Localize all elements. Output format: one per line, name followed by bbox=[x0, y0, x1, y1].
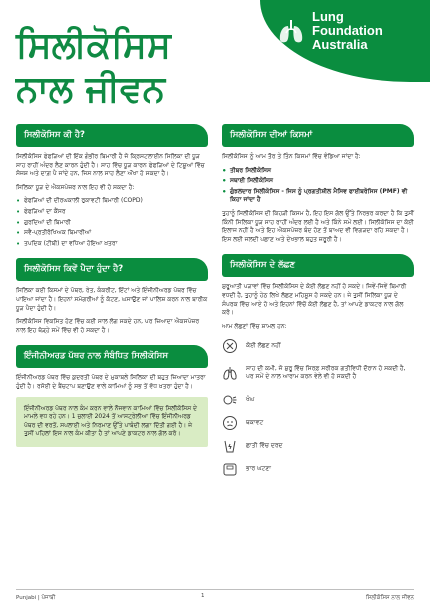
chest-pain-icon bbox=[222, 438, 238, 454]
paragraph: ਇੰਜੀਨੀਅਰਡ ਪੱਥਰ ਵਿੱਚ ਕੁਦਰਤੀ ਪੱਥਰ ਦੇ ਮੁਕਾਬਲੇ ਸਿਲਿਕਾ ਦੀ ਬਹੁਤ ਜ਼ਿਆਦਾ ਮਾਤਰਾ ਹੁੰਦੀ ਹੈ। ਰਸੋਈ ਦੇ ਬੈਂਚਟਾਪ ਬਣਾਉਣ ਵਾਲੇ ਕਾਮਿਆਂ ਨੂੰ ਸਭ ਤੋਂ ਵੱਧ ਖ਼ਤਰਾ ਹੁੰਦਾ ਹੈ। bbox=[16, 374, 206, 390]
list-item: • ਗੁੰਝਲਦਾਰ ਸਿਲੀਕੋਸਿਸ - ਜਿਸ ਨੂੰ ਪ੍ਰਗਤੀਸ਼ੀਲ ਮੈਸਿਵ ਫਾਈਬਰੋਸਿਸ (PMF) ਵੀ ਕਿਹਾ ਜਾਂਦਾ ਹੈ bbox=[222, 188, 414, 205]
symptom-label: ਕੋਈ ਲੱਛਣ ਨਹੀਂ bbox=[246, 342, 281, 350]
paragraph: ਸਿਲਿਕਾ ਧੂੜ ਦੇ ਐਕਸਪੋਜ਼ਰ ਨਾਲ ਇਹ ਵੀ ਹੋ ਸਕਦਾ ਹੈ: bbox=[16, 183, 135, 191]
no-symptoms-icon bbox=[222, 338, 238, 354]
footer-language: Punjabi | ਪੰਜਾਬੀ bbox=[16, 594, 56, 601]
section-heading: ਸਿਲੀਕੋਸਿਸ ਦੇ ਲੱਛਣ bbox=[222, 254, 414, 277]
paragraph: ਸਿਲੀਕੋਸਿਸ ਵਿਕਸਿਤ ਹੋਣ ਵਿੱਚ ਕਈ ਸਾਲ ਲੱਗ ਸਕਦੇ ਹਨ, ਪਰ ਜ਼ਿਆਦਾ ਐਕਸਪੋਜ਼ਰ ਨਾਲ ਇਹ ਥੋੜ੍ਹੇ ਸਮੇਂ ਵਿੱਚ ਵੀ ਹੋ ਸਕਦਾ ਹੈ। bbox=[16, 318, 200, 334]
section-heading: ਸਿਲੀਕੋਸਿਸ ਕਿਵੇਂ ਪੈਦਾ ਹੁੰਦਾ ਹੈ? bbox=[16, 258, 208, 281]
scale-icon bbox=[222, 461, 238, 477]
section-what-is bbox=[16, 124, 208, 248]
lung-foundation-logo bbox=[276, 10, 383, 52]
list-item: • ਫੇਫੜਿਆਂ ਦਾ ਕੈਂਸਰ bbox=[16, 208, 208, 217]
section-types bbox=[222, 124, 414, 244]
symptom-label: ਸਾਹ ਦੀ ਕਮੀ, ਜੋ ਸ਼ੁਰੂ ਵਿੱਚ ਸਿਰਫ਼ ਸਰੀਰਕ ਗਤੀਵਿਧੀ ਦੌਰਾਨ ਹੋ ਸਕਦੀ ਹੈ, ਪਰ ਸਮੇਂ ਦੇ ਨਾਲ ਆਰਾਮ ਕਰਨ ਵੇਲੇ ਵੀ ਹੋ ਸਕਦੀ ਹੈ bbox=[246, 365, 406, 381]
footer bbox=[16, 589, 414, 603]
section-heading: ਇੰਜੀਨੀਅਰਡ ਪੱਥਰ ਨਾਲ ਸੰਬੰਧਿਤ ਸਿਲੀਕੋਸਿਸ bbox=[16, 345, 208, 368]
logo-line-3: Australia bbox=[312, 37, 368, 52]
symptom-label: ਖੰਘ bbox=[246, 396, 255, 404]
section-heading: ਸਿਲੀਕੋਸਿਸ ਦੀਆਂ ਕਿਸਮਾਂ bbox=[222, 124, 414, 147]
callout-text: ਇੰਜੀਨੀਅਰਡ ਪੱਥਰ ਨਾਲ ਕੰਮ ਕਰਨ ਵਾਲੇ ਨੌਜਵਾਨ ਕਾਮਿਆਂ ਵਿੱਚ ਸਿਲੀਕੋਸਿਸ ਦੇ ਮਾਮਲੇ ਵਧ ਰਹੇ ਹਨ। 1 ਜੁਲਾਈ 2024 ਤੋਂ ਆਸਟ੍ਰੇਲੀਆ ਵਿੱਚ ਇੰਜੀਨੀਅਰਡ ਪੱਥਰ ਦੀ ਵਰਤੋਂ, ਸਪਲਾਈ ਅਤੇ ਨਿਰਮਾਣ ਉੱਤੇ ਪਾਬੰਦੀ ਲਗਾ ਦਿੱਤੀ ਗਈ ਹੈ। ਜੇ ਤੁਸੀਂ ਪਹਿਲਾਂ ਇਸ ਨਾਲ ਕੰਮ ਕੀਤਾ ਹੈ ਤਾਂ ਆਪਣੇ ਡਾਕਟਰ ਨਾਲ ਗੱਲ ਕਰੋ। bbox=[24, 404, 198, 438]
list-item: • ਤਪਦਿਕ (ਟੀਬੀ) ਦਾ ਵਧਿਆ ਹੋਇਆ ਖ਼ਤਰਾ bbox=[16, 240, 208, 249]
footer-title: ਸਿਲੀਕੋਸਿਸ ਨਾਲ ਜੀਵਨ bbox=[365, 594, 414, 601]
title-line-2: ਨਾਲ ਜੀਵਨ bbox=[16, 69, 166, 110]
paragraph: ਤੁਹਾਨੂੰ ਸਿਲੀਕੋਸਿਸ ਦੀ ਕਿਹੜੀ ਕਿਸਮ ਹੈ, ਇਹ ਇਸ ਗੱਲ ਉੱਤੇ ਨਿਰਭਰ ਕਰਦਾ ਹੈ ਕਿ ਤੁਸੀਂ ਕਿੰਨੀ ਸਿਲਿਕਾ ਧੂੜ ਸਾਹ ਰਾਹੀਂ ਅੰਦਰ ਲਈ ਹੈ ਅਤੇ ਕਿੰਨੇ ਸਮੇਂ ਲਈ। ਸਿਲੀਕੋਸਿਸ ਦਾ ਕੋਈ ਇਲਾਜ ਨਹੀਂ ਹੈ ਅਤੇ ਇਹ ਐਕਸਪੋਜ਼ਰ ਬੰਦ ਹੋਣ ਤੋਂ ਬਾਅਦ ਵੀ ਵਿਗੜਦਾ ਰਹਿ ਸਕਦਾ ਹੈ। ਇਸ ਲਈ ਜਲਦੀ ਪਛਾਣ ਅਤੇ ਦੇਖਭਾਲ ਬਹੁਤ ਜ਼ਰੂਰੀ ਹੈ। bbox=[222, 209, 414, 243]
paragraph: ਸਿਲੀਕੋਸਿਸ ਨੂੰ ਆਮ ਤੌਰ ਤੇ ਤਿੰਨ ਕਿਸਮਾਂ ਵਿੱਚ ਵੰਡਿਆ ਜਾਂਦਾ ਹੈ: bbox=[222, 153, 361, 160]
header bbox=[0, 0, 430, 112]
list-item: • ਸਥਾਈ ਸਿਲੀਕੋਸਿਸ bbox=[222, 177, 414, 186]
cough-icon bbox=[222, 392, 238, 408]
symptom-item bbox=[222, 413, 414, 433]
symptom-label: ਥਕਾਵਟ bbox=[246, 419, 264, 427]
section-engineered-stone bbox=[16, 345, 208, 447]
page-title bbox=[16, 24, 171, 112]
paragraph: ਆਮ ਲੱਛਣਾਂ ਵਿੱਚ ਸ਼ਾਮਲ ਹਨ: bbox=[222, 322, 287, 330]
list-item: • ਤੀਬਰ ਸਿਲੀਕੋਸਿਸ bbox=[222, 167, 414, 176]
bullet-list bbox=[16, 197, 208, 248]
list-item: • ਗੁਰਦਿਆਂ ਦੀ ਬਿਮਾਰੀ bbox=[16, 219, 208, 228]
symptom-item bbox=[222, 436, 414, 456]
logo-line-1: Lung bbox=[312, 9, 344, 24]
paragraph: ਸਿਲੀਕੋਸਿਸ ਫੇਫੜਿਆਂ ਦੀ ਇੱਕ ਗੰਭੀਰ ਬਿਮਾਰੀ ਹੈ ਜੋ ਕ੍ਰਿਸਟਲਾਈਨ ਸਿਲਿਕਾ ਦੀ ਧੂੜ ਸਾਹ ਰਾਹੀਂ ਅੰਦਰ ਲੈਣ ਕਾਰਨ ਹੁੰਦੀ ਹੈ। ਸਾਹ ਵਿੱਚ ਧੂੜ ਕਾਰਨ ਫੇਫੜਿਆਂ ਦੇ ਟਿਸ਼ੂਆਂ ਵਿੱਚ ਸੋਜਸ਼ ਅਤੇ ਦਾਗ਼ ਪੈ ਜਾਂਦੇ ਹਨ, ਜਿਸ ਨਾਲ ਸਾਹ ਲੈਣਾ ਔਖਾ ਹੋ ਸਕਦਾ ਹੈ। bbox=[16, 153, 205, 178]
callout-box bbox=[16, 397, 208, 447]
left-column bbox=[16, 124, 208, 457]
logo-line-2: Foundation bbox=[312, 23, 383, 38]
symptom-list bbox=[222, 336, 414, 479]
lungs-icon bbox=[222, 365, 238, 381]
section-symptoms bbox=[222, 254, 414, 479]
symptom-label: ਭਾਰ ਘਟਣਾ bbox=[246, 465, 271, 473]
tired-face-icon bbox=[222, 415, 238, 431]
symptom-item bbox=[222, 336, 414, 356]
symptom-label: ਛਾਤੀ ਵਿੱਚ ਦਰਦ bbox=[246, 442, 283, 450]
symptom-item bbox=[222, 390, 414, 410]
list-item: • ਫੇਫੜਿਆਂ ਦੀ ਦੀਰਘਕਾਲੀ ਰੁਕਾਵਟੀ ਬਿਮਾਰੀ (COPD) bbox=[16, 197, 208, 206]
symptom-item bbox=[222, 459, 414, 479]
paragraph: ਸ਼ੁਰੂਆਤੀ ਪੜਾਵਾਂ ਵਿੱਚ ਸਿਲੀਕੋਸਿਸ ਦੇ ਕੋਈ ਲੱਛਣ ਨਹੀਂ ਹੋ ਸਕਦੇ। ਜਿਵੇਂ-ਜਿਵੇਂ ਬਿਮਾਰੀ ਵਧਦੀ ਹੈ, ਤੁਹਾਨੂੰ ਹੇਠ ਲਿਖੇ ਲੱਛਣ ਮਹਿਸੂਸ ਹੋ ਸਕਦੇ ਹਨ। ਜੇ ਤੁਸੀਂ ਸਿਲਿਕਾ ਧੂੜ ਦੇ ਸੰਪਰਕ ਵਿੱਚ ਆਏ ਹੋ ਅਤੇ ਇਹਨਾਂ ਵਿੱਚੋਂ ਕੋਈ ਲੱਛਣ ਹੈ, ਤਾਂ ਆਪਣੇ ਡਾਕਟਰ ਨਾਲ ਗੱਲ ਕਰੋ। bbox=[222, 283, 407, 317]
right-column bbox=[222, 124, 414, 489]
paragraph: ਸਿਲਿਕਾ ਕਈ ਕਿਸਮਾਂ ਦੇ ਪੱਥਰ, ਰੇਤ, ਕੰਕਰੀਟ, ਇੱਟਾਂ ਅਤੇ ਇੰਜੀਨੀਅਰਡ ਪੱਥਰ ਵਿੱਚ ਪਾਇਆ ਜਾਂਦਾ ਹੈ। ਇਹਨਾਂ ਸਮੱਗਰੀਆਂ ਨੂੰ ਕੱਟਣ, ਘਸਾਉਣ ਜਾਂ ਪਾਲਿਸ਼ ਕਰਨ ਨਾਲ ਬਾਰੀਕ ਧੂੜ ਪੈਦਾ ਹੁੰਦੀ ਹੈ। bbox=[16, 287, 208, 312]
bullet-list bbox=[222, 167, 414, 205]
header-green-corner bbox=[260, 0, 430, 82]
symptom-item bbox=[222, 359, 414, 387]
page-number: 1 bbox=[201, 593, 205, 599]
section-heading: ਸਿਲੀਕੋਸਿਸ ਕੀ ਹੈ? bbox=[16, 124, 208, 147]
title-line-1: ਸਿਲੀਕੋਸਿਸ bbox=[16, 25, 171, 66]
logo-wordmark bbox=[312, 10, 383, 52]
section-how-caused bbox=[16, 258, 208, 335]
list-item: • ਸਵੈ-ਪ੍ਰਤੀਰੱਖਿਅਕ ਬਿਮਾਰੀਆਂ bbox=[16, 229, 208, 238]
lungs-icon bbox=[276, 16, 306, 46]
